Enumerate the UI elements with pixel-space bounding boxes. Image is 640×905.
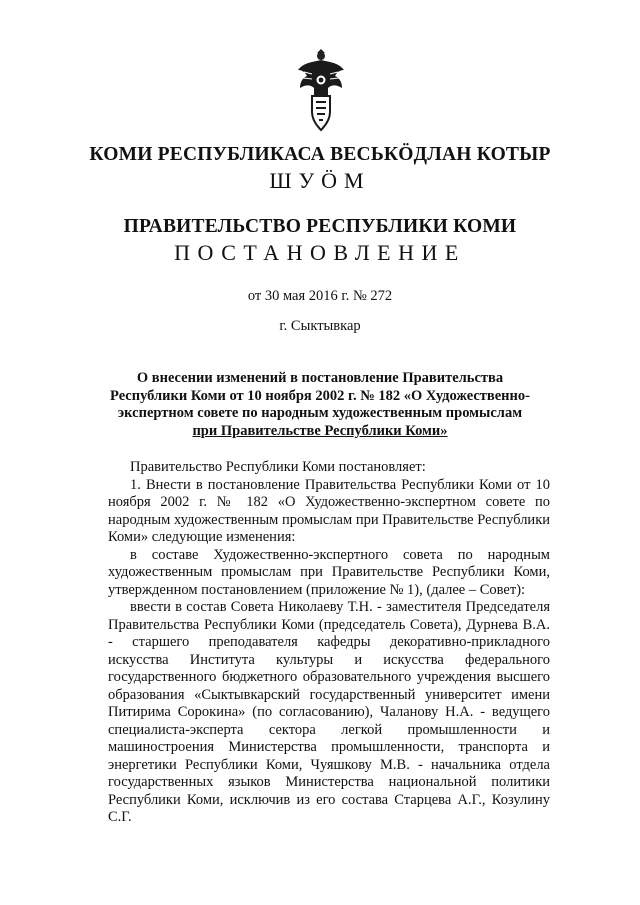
subject-line: О внесении изменений в постановление Правительства bbox=[136, 370, 504, 386]
komi-government-title: КОМИ РЕСПУБЛИКАСА ВЕСЬКӦДЛАН КОТЫР bbox=[89, 144, 551, 165]
document-body bbox=[108, 459, 550, 827]
subject-line: экспертном совете по народным художественным промыслам bbox=[117, 405, 523, 421]
body-paragraph: в составе Художественно-экспертного совета по народным художественным промыслам при Правительстве Республики Коми, утвержденном постановлением (приложение № 1), (далее – Совет): bbox=[108, 546, 550, 598]
body-paragraph: ввести в состав Совета Николаеву Т.Н. - заместителя Председателя Правительства Республики Коми (председатель Совета), Дурнева В.А. - старшего преподавателя кафедры декоративно-прикладного искусства Института культуры и искусства федерального государственного бюджетного образовательного учреждения высшего образования «Сыктывкарский государственный университет имени Питирима Сорокина» (по согласованию), Чаланову Н.А. - ведущего специалиста-эксперта сектора легкой промышленности и машиностроения Министерства промышленности, транспорта и энергетики Республики Коми, Чуяшкову М.В. - начальника отдела государственных языков Министерства национальной политики Республики Коми, исключив из его состава Старцева А.Г., Козулину С.Г. bbox=[108, 599, 550, 825]
subject-line: Республики Коми от 10 ноября 2002 г. № 182 «О Художественно- bbox=[110, 387, 530, 404]
document-type: ПОСТАНОВЛЕНИЕ bbox=[174, 240, 466, 265]
document-subject bbox=[100, 370, 540, 440]
komi-coat-of-arms-icon bbox=[296, 48, 346, 134]
komi-document-type: ШУӦМ bbox=[269, 168, 371, 193]
body-paragraph: Правительство Республики Коми постановляет: bbox=[130, 459, 426, 475]
body-paragraph: 1. Внести в постановление Правительства Республики Коми от 10 ноября 2002 г. № 182 «О Художественно-экспертном совете по народным художественным промыслам при Правительстве Республики Коми» следующие изменения: bbox=[108, 476, 550, 545]
subject-line: при Правительстве Республики Коми» bbox=[192, 422, 448, 439]
document-city: г. Сыктывкар bbox=[279, 318, 361, 334]
government-title: ПРАВИТЕЛЬСТВО РЕСПУБЛИКИ КОМИ bbox=[123, 216, 517, 237]
document-date-number: от 30 мая 2016 г. № 272 bbox=[247, 288, 393, 304]
